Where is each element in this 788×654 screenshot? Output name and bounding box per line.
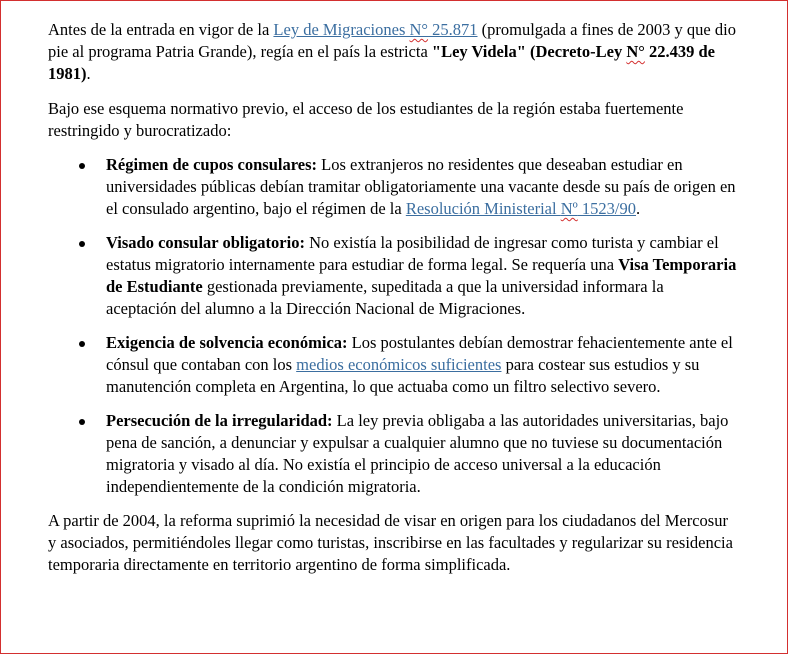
restriction-list bbox=[48, 154, 738, 498]
bullet-icon bbox=[79, 163, 85, 169]
item-heading: Visado consular obligatorio: bbox=[106, 233, 305, 252]
medios-economicos-link[interactable]: medios económicos suficientes bbox=[296, 355, 502, 374]
list-item bbox=[48, 410, 738, 498]
item-text: La ley previa obligaba a las autoridades universitarias, bajo pena de sanción, a denunciar y expulsar a cualquier alumno que no tuviese su documentación migratoria y visado al día. No existía el principio de acceso universal a la educación independientemente de la condición migratoria. bbox=[106, 411, 729, 496]
item-text: para costear sus estudios y su manutención completa en Argentina, lo que actuaba como un filtro selectivo severo. bbox=[106, 355, 700, 396]
link-text: 25.871 bbox=[428, 20, 478, 39]
item-heading: Persecución de la irregularidad: bbox=[106, 411, 333, 430]
bold-text: "Ley Videla" (Decreto-Ley bbox=[431, 42, 627, 61]
spellcheck-mark: Nº bbox=[560, 199, 578, 218]
link-text: 1523/90 bbox=[577, 199, 636, 218]
item-text: Los extranjeros no residentes que deseaban estudiar en universidades públicas debían tramitar obligatoriamente una vacante desde su país de origen en el consulado argentino, bajo el régimen de la bbox=[106, 155, 736, 218]
item-text: . bbox=[635, 199, 641, 218]
list-item bbox=[48, 154, 738, 220]
resolucion-ministerial-link[interactable] bbox=[406, 199, 636, 218]
item-text: Los postulantes debían demostrar fehacientemente ante el cónsul que contaban con los bbox=[106, 333, 733, 374]
text-span: (promulgada a fines de 2003 y que dio pie al programa Patria Grande), regía en el país la estricta bbox=[48, 20, 736, 61]
link-text: Ley de Migraciones bbox=[273, 20, 410, 39]
text-span: Antes de la entrada en vigor de la bbox=[48, 20, 274, 39]
bullet-icon bbox=[79, 241, 85, 247]
spellcheck-mark: N° bbox=[626, 42, 645, 61]
list-item bbox=[48, 232, 738, 320]
item-text: gestionada previamente, supeditada a que la universidad informara la aceptación del alumno a la Dirección Nacional de Migraciones. bbox=[106, 277, 664, 318]
list-item bbox=[48, 332, 738, 398]
context-paragraph: Bajo ese esquema normativo previo, el acceso de los estudiantes de la región estaba fuertemente restringido y burocratizado: bbox=[48, 99, 684, 140]
document-body bbox=[48, 19, 738, 576]
bullet-icon bbox=[79, 341, 85, 347]
link-text: Resolución Ministerial bbox=[405, 199, 561, 218]
spellcheck-mark: N° bbox=[409, 20, 429, 39]
item-text: No existía la posibilidad de ingresar como turista y cambiar el estatus migratorio internamente para estudiar de forma legal. Se requería una bbox=[106, 233, 719, 274]
closing-paragraph: A partir de 2004, la reforma suprimió la necesidad de visar en origen para los ciudadanos del Mercosur y asociados, permitiéndoles llegar como turistas, inscribirse en las facultades y regularizar su residencia temporaria directamente en territorio argentino de forma simplificada. bbox=[48, 511, 733, 574]
item-heading: Régimen de cupos consulares: bbox=[106, 155, 317, 174]
ley-migraciones-link[interactable] bbox=[273, 20, 477, 39]
bold-text: 22.439 de 1981) bbox=[48, 42, 715, 83]
text-span: . bbox=[86, 64, 91, 83]
item-heading: Exigencia de solvencia económica: bbox=[106, 333, 348, 352]
visa-bold: Visa Temporaria de Estudiante bbox=[106, 255, 737, 296]
intro-paragraph bbox=[48, 19, 738, 85]
bullet-icon bbox=[79, 419, 85, 425]
